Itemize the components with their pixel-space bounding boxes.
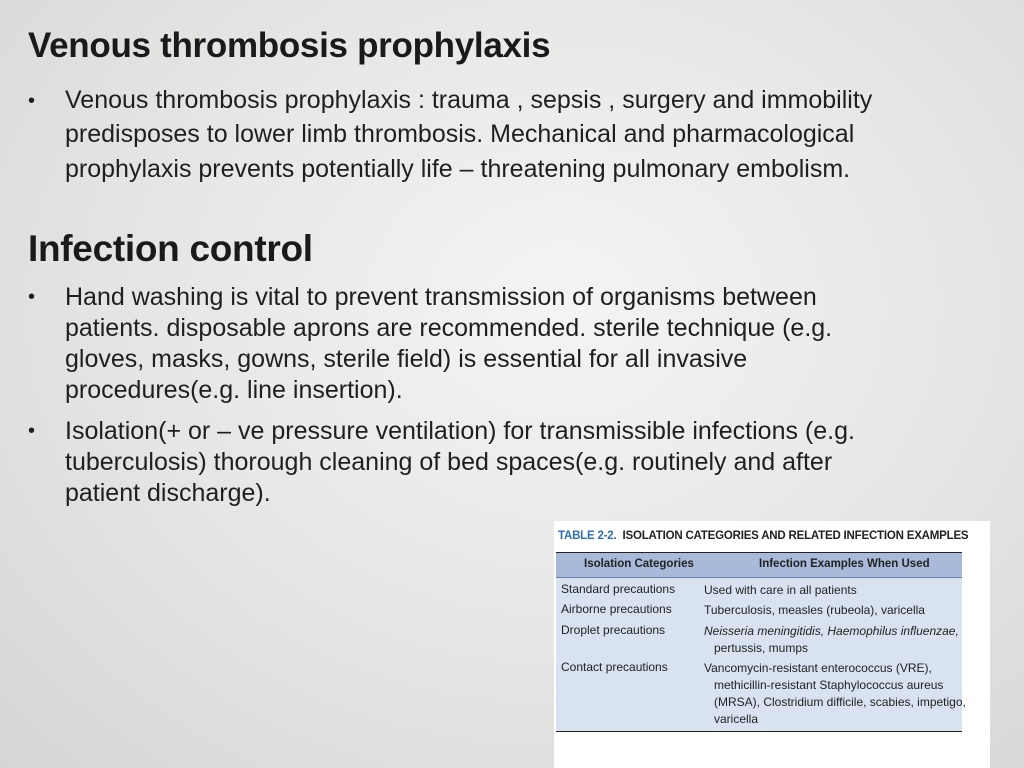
venous-thrombosis-bullet-list [28,83,908,186]
table-cell-category: Standard precautions [561,582,676,596]
isolation-table [556,552,966,732]
table-header-cell: Infection Examples When Used [759,558,930,570]
table-cell-examples [704,660,966,728]
table-cell-category: Airborne precautions [561,602,672,616]
examples-line: Vancomycin-resistant enterococcus (VRE), [704,661,932,675]
table-cell-examples [704,582,956,599]
table-cell-category: Droplet precautions [561,623,666,637]
bullet-item: • Hand washing is vital to prevent transmission of organisms between patients. disposable aprons are recommended. sterile technique (e.g. gloves, masks, gowns, sterile field) is essential for all invasive procedures(e.g. line insertion). [28,282,908,406]
table-header-cell: Isolation Categories [584,558,694,570]
examples-line: Used with care in all patients [704,583,857,597]
section-title-infection-control: Infection control [28,228,313,269]
table-header-row [556,553,962,578]
examples-line: pertussis, mumps [714,641,809,655]
examples-line: (MRSA), Clostridium difficile, scabies, impetigo, [714,695,966,709]
table-cell-examples [704,623,959,657]
examples-line: Neisseria meningitidis, Haemophilus influenzae, [704,624,959,638]
table-caption-title: ISOLATION CATEGORIES AND RELATED INFECTION EXAMPLES [622,530,969,542]
table-caption [558,530,968,542]
infection-control-bullet-list [28,282,908,519]
table-caption-number: TABLE 2-2. [558,530,617,542]
examples-line: varicella [714,712,759,726]
section-title-venous-thrombosis: Venous thrombosis prophylaxis [28,26,551,65]
table-cell-examples [704,602,956,619]
bullet-item: • Venous thrombosis prophylaxis : trauma , sepsis , surgery and immobility predisposes to lower limb thrombosis. Mechanical and pharmacological prophylaxis prevents potentially life – threatening pulmonary embolism. [28,83,908,186]
table-cell-category: Contact precautions [561,660,668,674]
isolation-categories-table-image [554,521,990,768]
bullet-item: • Isolation(+ or – ve pressure ventilation) for transmissible infections (e.g. tuberculosis) thorough cleaning of bed spaces(e.g. routinely and after patient discharge). [28,416,908,509]
examples-line: Tuberculosis, measles (rubeola), varicella [704,603,925,617]
examples-line: methicillin-resistant Staphylococcus aureus [714,678,944,692]
